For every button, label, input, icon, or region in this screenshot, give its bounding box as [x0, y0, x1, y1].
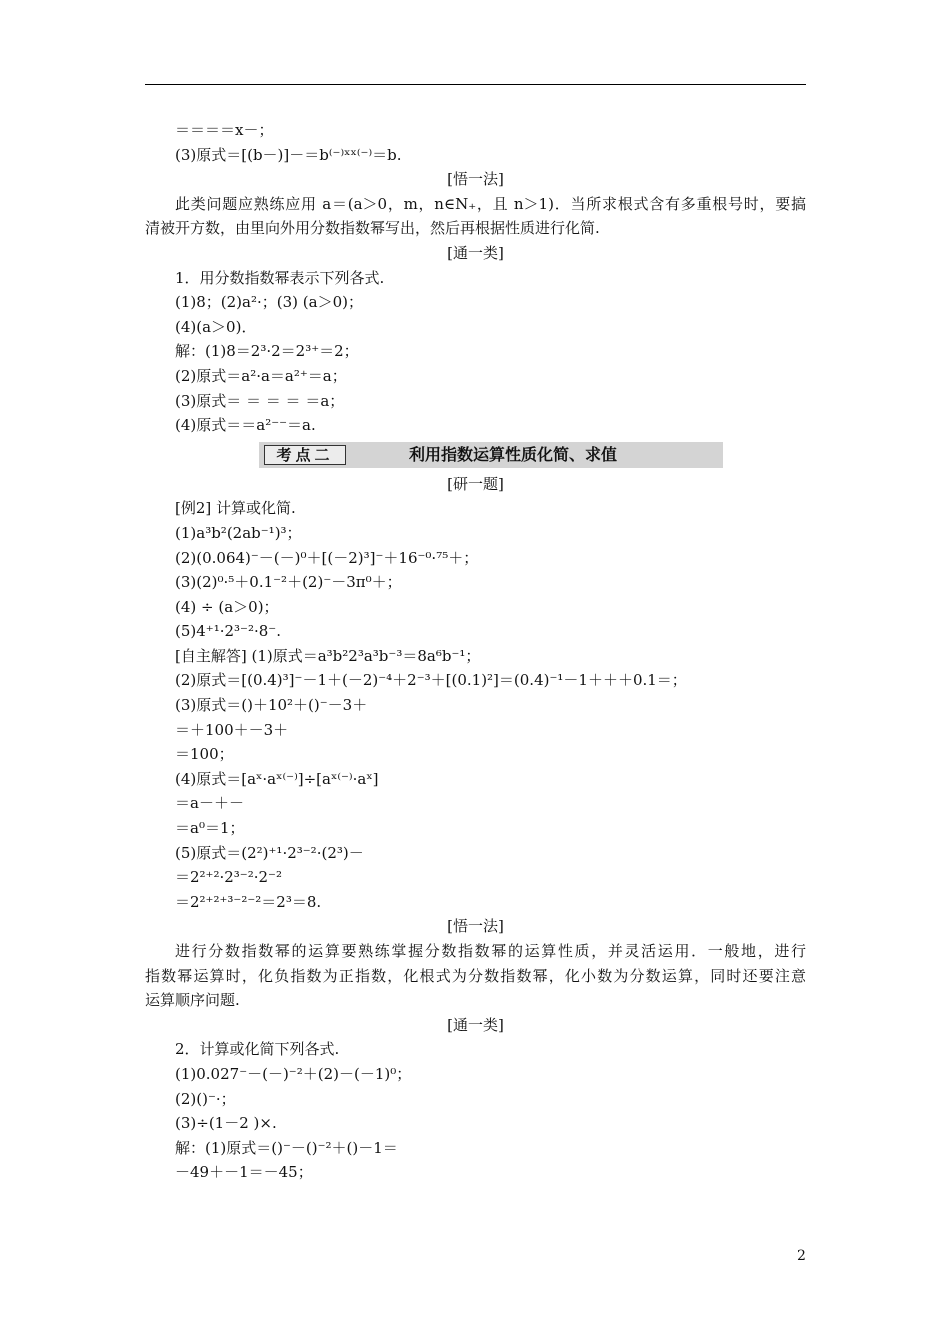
- text-line: (5)4⁺¹·2³⁻²·8⁻.: [175, 622, 281, 641]
- text-line: (4)原式＝[aˣ·aˣ⁽⁻⁾]÷[aˣ⁽⁻⁾·aˣ]: [175, 769, 379, 788]
- text-line: [例2] 计算或化简.: [175, 499, 296, 518]
- paragraph-line: 运算顺序问题.: [145, 991, 240, 1010]
- text-line: ＝100；: [175, 745, 234, 764]
- text-line: (4) ÷ (a＞0)；: [175, 597, 279, 616]
- text-line: ＝＋100＋－3＋: [175, 720, 289, 739]
- section-heading: [悟一法]: [447, 170, 504, 189]
- section-exercise-2: [145, 1013, 806, 1185]
- page-number: 2: [797, 1248, 806, 1264]
- text-line: (1)0.027⁻－(－)⁻²＋(2)－(－1)⁰；: [175, 1064, 412, 1083]
- text-line: (3)÷(1－2 )×.: [175, 1114, 277, 1133]
- paragraph-line: 指数幂运算时，化负指数为正指数，化根式为分数指数幂，化小数为分数运算，同时还要注意: [145, 966, 806, 985]
- text-line: (2)()⁻·；: [175, 1089, 236, 1108]
- paragraph-line: 进行分数指数幂的运算要熟练掌握分数指数幂的运算性质，并灵活运用．一般地，进行: [175, 942, 806, 960]
- text-line: (3)(2)⁰·⁵＋0.1⁻²＋(2)⁻－3π⁰＋；: [175, 573, 402, 592]
- section-heading: [通一类]: [447, 1015, 504, 1034]
- paragraph-method-1: [145, 192, 806, 241]
- text-line: 解：(1)8＝2³·2＝2³⁺＝2；: [175, 342, 359, 361]
- text-line: (2)原式＝a²·a＝a²⁺＝a；: [175, 366, 347, 385]
- section-exercise-1: [145, 241, 806, 438]
- text-line: ＝a⁰＝1；: [175, 819, 245, 838]
- text-line: [自主解答] (1)原式＝a³b²2³a³b⁻³＝8a⁶b⁻¹；: [175, 646, 481, 665]
- section-heading: [通一类]: [447, 243, 504, 262]
- section-heading: [研一题]: [447, 474, 504, 493]
- text-line: ＝2²⁺²⁺³⁻²⁻²＝2³＝8.: [175, 892, 322, 911]
- topic-badge: 考点二: [264, 445, 346, 465]
- text-line: (4)(a＞0)．: [175, 317, 257, 336]
- text-line: 解：(1)原式＝()⁻－()⁻²＋()－1＝: [175, 1138, 398, 1157]
- paragraph-line: 清被开方数，由里向外用分数指数幂写出，然后再根据性质进行化简.: [145, 219, 600, 238]
- text-line: (4)原式＝＝a²⁻⁻＝a.: [175, 416, 316, 435]
- topic-banner: [259, 442, 723, 468]
- paragraph-method-2: [145, 939, 806, 1013]
- text-line: 1．用分数指数幂表示下列各式.: [175, 268, 385, 287]
- text-line: －49＋－1＝－45；: [175, 1163, 313, 1182]
- text-line: (1)a³b²(2ab⁻¹)³；: [175, 523, 302, 542]
- text-line: 2．计算或化简下列各式.: [175, 1040, 340, 1059]
- document-body: [145, 118, 806, 1185]
- text-line: (3)原式＝[(b－)]－＝b⁽⁻⁾ˣˣ⁽⁻⁾＝b.: [175, 145, 402, 164]
- section-heading: [悟一法]: [447, 917, 504, 936]
- paragraph-line: 此类问题应熟练应用 a＝(a＞0，m，n∈N₊，且 n＞1)．当所求根式含有多重根号时，要搞: [175, 194, 806, 213]
- text-line: (1)8；(2)a²·；(3) (a＞0)；: [175, 293, 363, 312]
- topic-title: 利用指数运算性质化简、求值: [409, 444, 618, 464]
- text-line: (3)原式＝()＋10²＋()⁻－3＋: [175, 696, 368, 715]
- text-line: (2)(0.064)⁻－(－)⁰＋[(－2)³]⁻＋16⁻⁰·⁷⁵＋；: [175, 548, 479, 567]
- text-line: (3)原式＝ ＝ ＝ ＝ ＝a；: [175, 391, 345, 410]
- text-line: ＝a－＋－: [175, 794, 244, 813]
- header-rule: [145, 84, 806, 85]
- section-example-2: [145, 472, 806, 939]
- text-line: ＝＝＝＝x－；: [175, 121, 274, 139]
- text-line: ＝2²⁺²·2³⁻²·2⁻²: [175, 868, 282, 887]
- text-line: (5)原式＝(2²)⁺¹·2³⁻²·(2³)－: [175, 843, 364, 862]
- section-lines-a: [145, 118, 806, 192]
- text-line: (2)原式＝[(0.4)³]⁻－1＋(－2)⁻⁴＋2⁻³＋[(0.1)²]＝(0.4)⁻¹－1＋＋＋0.1＝；: [175, 671, 687, 690]
